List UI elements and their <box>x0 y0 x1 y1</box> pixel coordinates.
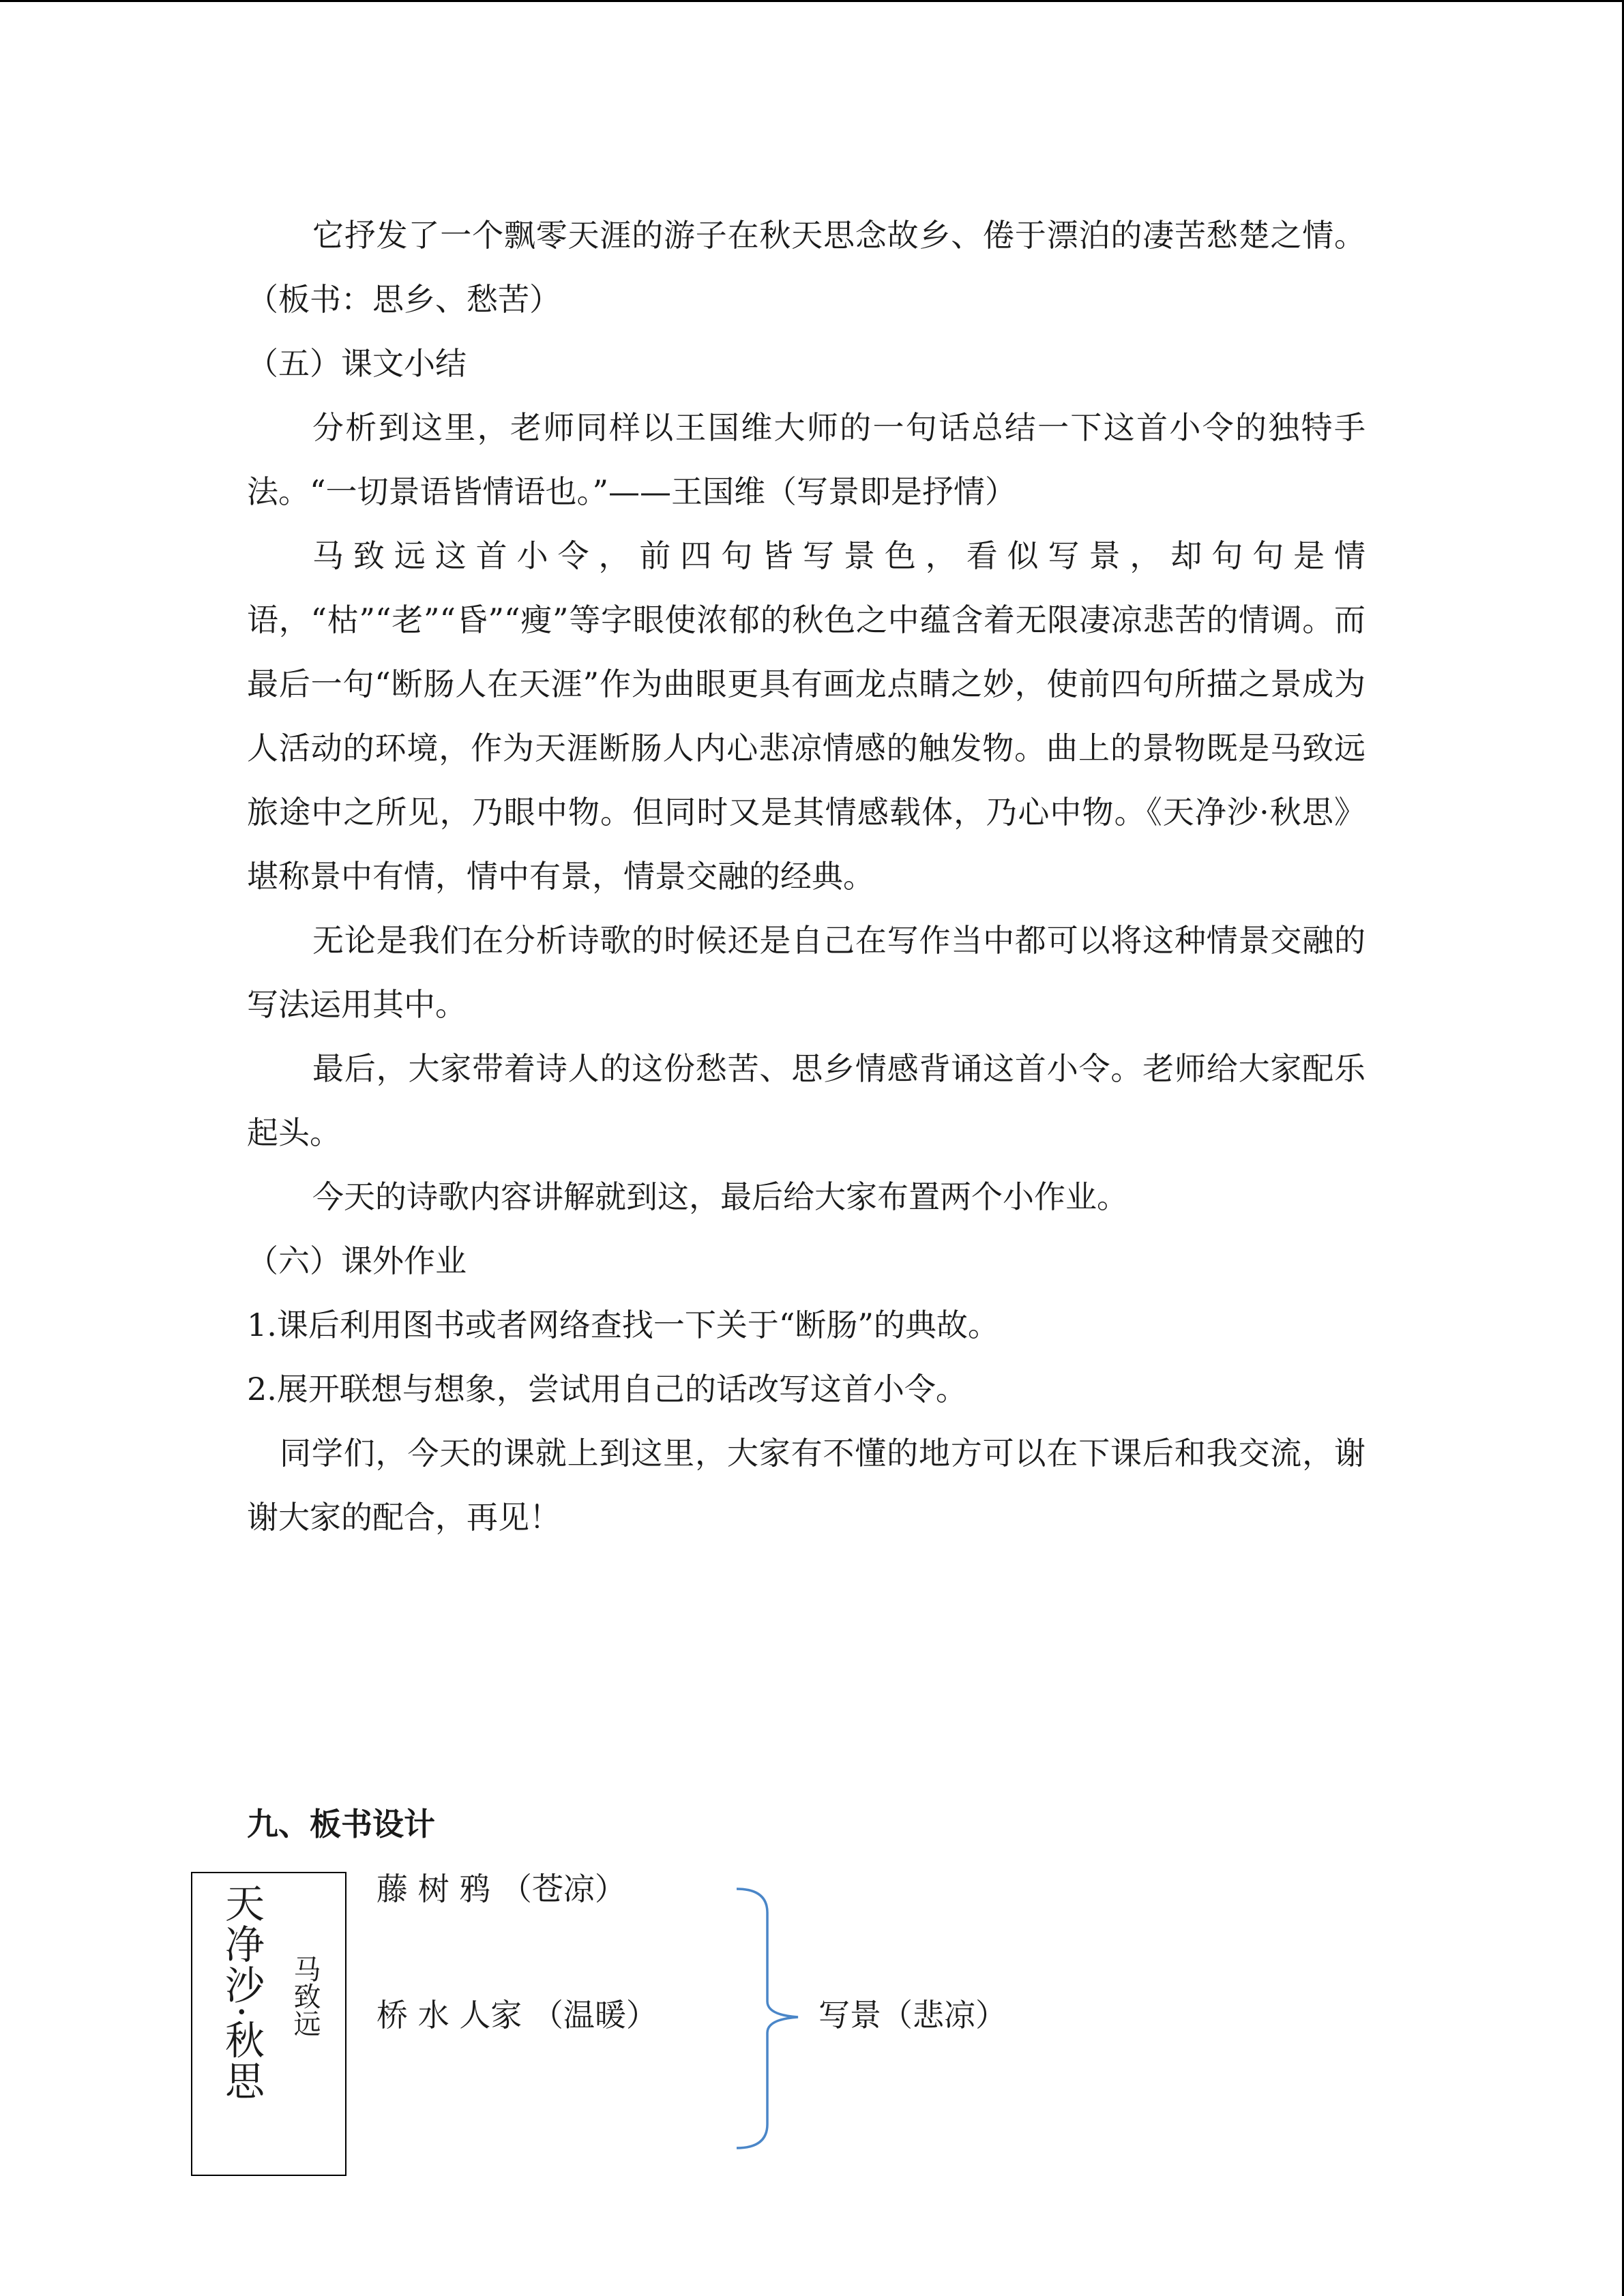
paragraph: 马致远这首小令，前四句皆写景色，看似写景，却句句是情语，“枯”“老”“昏”“瘦”等字眼使浓郁的秋色之中蕴含着无限凄凉悲苦的情调。而最后一句“断肠人在天涯”作为曲眼更具有画龙点睛之妙，使前四句所描之景成为人活动的环境，作为天涯断肠人内心悲凉情感的触发物。曲上的景物既是马致远旅途中之所见，乃眼中物。但同时又是其情感载体，乃心中物。《天净沙·秋思》堪称景中有情，情中有景，情景交融的经典。 <box>247 537 1365 895</box>
homework-item: 2.展开联想与想象，尝试用自己的话改写这首小令。 <box>247 1371 967 1407</box>
body-text <box>247 203 1365 1549</box>
paragraph: 最后，大家带着诗人的这份愁苦、思乡情感背诵这首小令。老师给大家配乐起头。 <box>247 1050 1365 1151</box>
paragraph: 它抒发了一个飘零天涯的游子在秋天思念故乡、倦于漂泊的凄苦愁楚之情。（板书：思乡、愁苦） <box>247 217 1365 318</box>
paragraph: 今天的诗歌内容讲解就到这，最后给大家布置两个小作业。 <box>312 1178 1128 1215</box>
poem-title-box <box>191 1872 346 2176</box>
right-brace-icon <box>730 1882 812 2155</box>
scene-line-1: 藤 树 鸦 （苍凉） <box>377 1870 626 1907</box>
board-design-heading: 九、板书设计 <box>247 1806 435 1843</box>
paragraph: 分析到这里，老师同样以王国维大师的一句话总结一下这首小令的独特手法。“一切景语皆情语也。”——王国维（写景即是抒情） <box>247 409 1365 510</box>
closing-paragraph: 同学们，今天的课就上到这里，大家有不懂的地方可以在下课后和我交流，谢谢大家的配合，再见！ <box>247 1435 1365 1536</box>
section-heading: （六）课外作业 <box>247 1242 467 1279</box>
section-heading: （五）课文小结 <box>247 345 467 382</box>
poem-author: 马致远 <box>289 1955 321 2037</box>
scene-summary: 写景（悲凉） <box>818 1997 1007 2033</box>
top-border-line <box>0 0 1624 2</box>
poem-title: 天净沙·秋思 <box>218 1883 265 2102</box>
paragraph: 无论是我们在分析诗歌的时候还是自己在写作当中都可以将这种情景交融的写法运用其中。 <box>247 922 1365 1023</box>
homework-item: 1.课后利用图书或者网络查找一下关于“断肠”的典故。 <box>247 1307 999 1343</box>
scene-line-2: 桥 水 人家 （温暖） <box>377 1997 658 2033</box>
